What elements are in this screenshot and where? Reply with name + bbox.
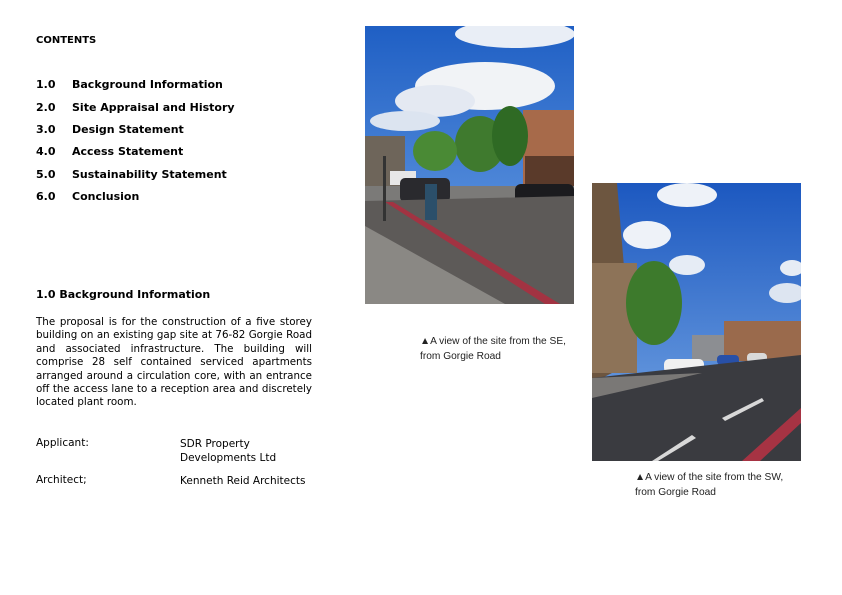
section-heading: 1.0 Background Information xyxy=(36,288,211,301)
applicant-label: Applicant: xyxy=(36,437,89,449)
section-body: The proposal is for the construction of a five storey building on an existing gap site at 76-82 Gorgie Road and associated infrastructure. The building will comprise 28 self contained serviced apartments arranged around a circulation core, with an entrance off the access lane to a reception area and discretely located plant room. xyxy=(36,316,312,409)
toc-item-3 xyxy=(36,123,184,136)
toc-item-2 xyxy=(36,101,235,114)
toc-number: 1.0 xyxy=(36,78,56,91)
architect-value: Kenneth Reid Architects xyxy=(180,475,306,487)
toc-number: 5.0 xyxy=(36,168,56,181)
photo-caption-sw: ▲A view of the site from the SW, from Gorgie Road xyxy=(635,472,784,498)
toc-title: Sustainability Statement xyxy=(72,168,227,181)
toc-title: Site Appraisal and History xyxy=(72,101,235,114)
toc-number: 2.0 xyxy=(36,101,56,114)
applicant-value: SDR Property Developments Ltd xyxy=(180,438,277,464)
toc-title: Conclusion xyxy=(72,190,140,203)
toc-item-4 xyxy=(36,145,183,158)
toc-item-5 xyxy=(36,168,227,181)
toc-number: 3.0 xyxy=(36,123,56,136)
architect-label: Architect; xyxy=(36,474,87,486)
toc-number: 6.0 xyxy=(36,190,56,203)
toc-title: Design Statement xyxy=(72,123,184,136)
toc-item-6 xyxy=(36,190,139,203)
toc-title: Background Information xyxy=(72,78,223,91)
toc-number: 4.0 xyxy=(36,145,56,158)
contents-heading: CONTENTS xyxy=(36,35,97,46)
toc-title: Access Statement xyxy=(72,145,184,158)
site-photo-se xyxy=(365,26,574,304)
photo-caption-se: ▲A view of the site from the SE, from Gorgie Road xyxy=(420,336,566,362)
site-photo-sw xyxy=(592,183,801,461)
toc-item-1 xyxy=(36,78,223,91)
